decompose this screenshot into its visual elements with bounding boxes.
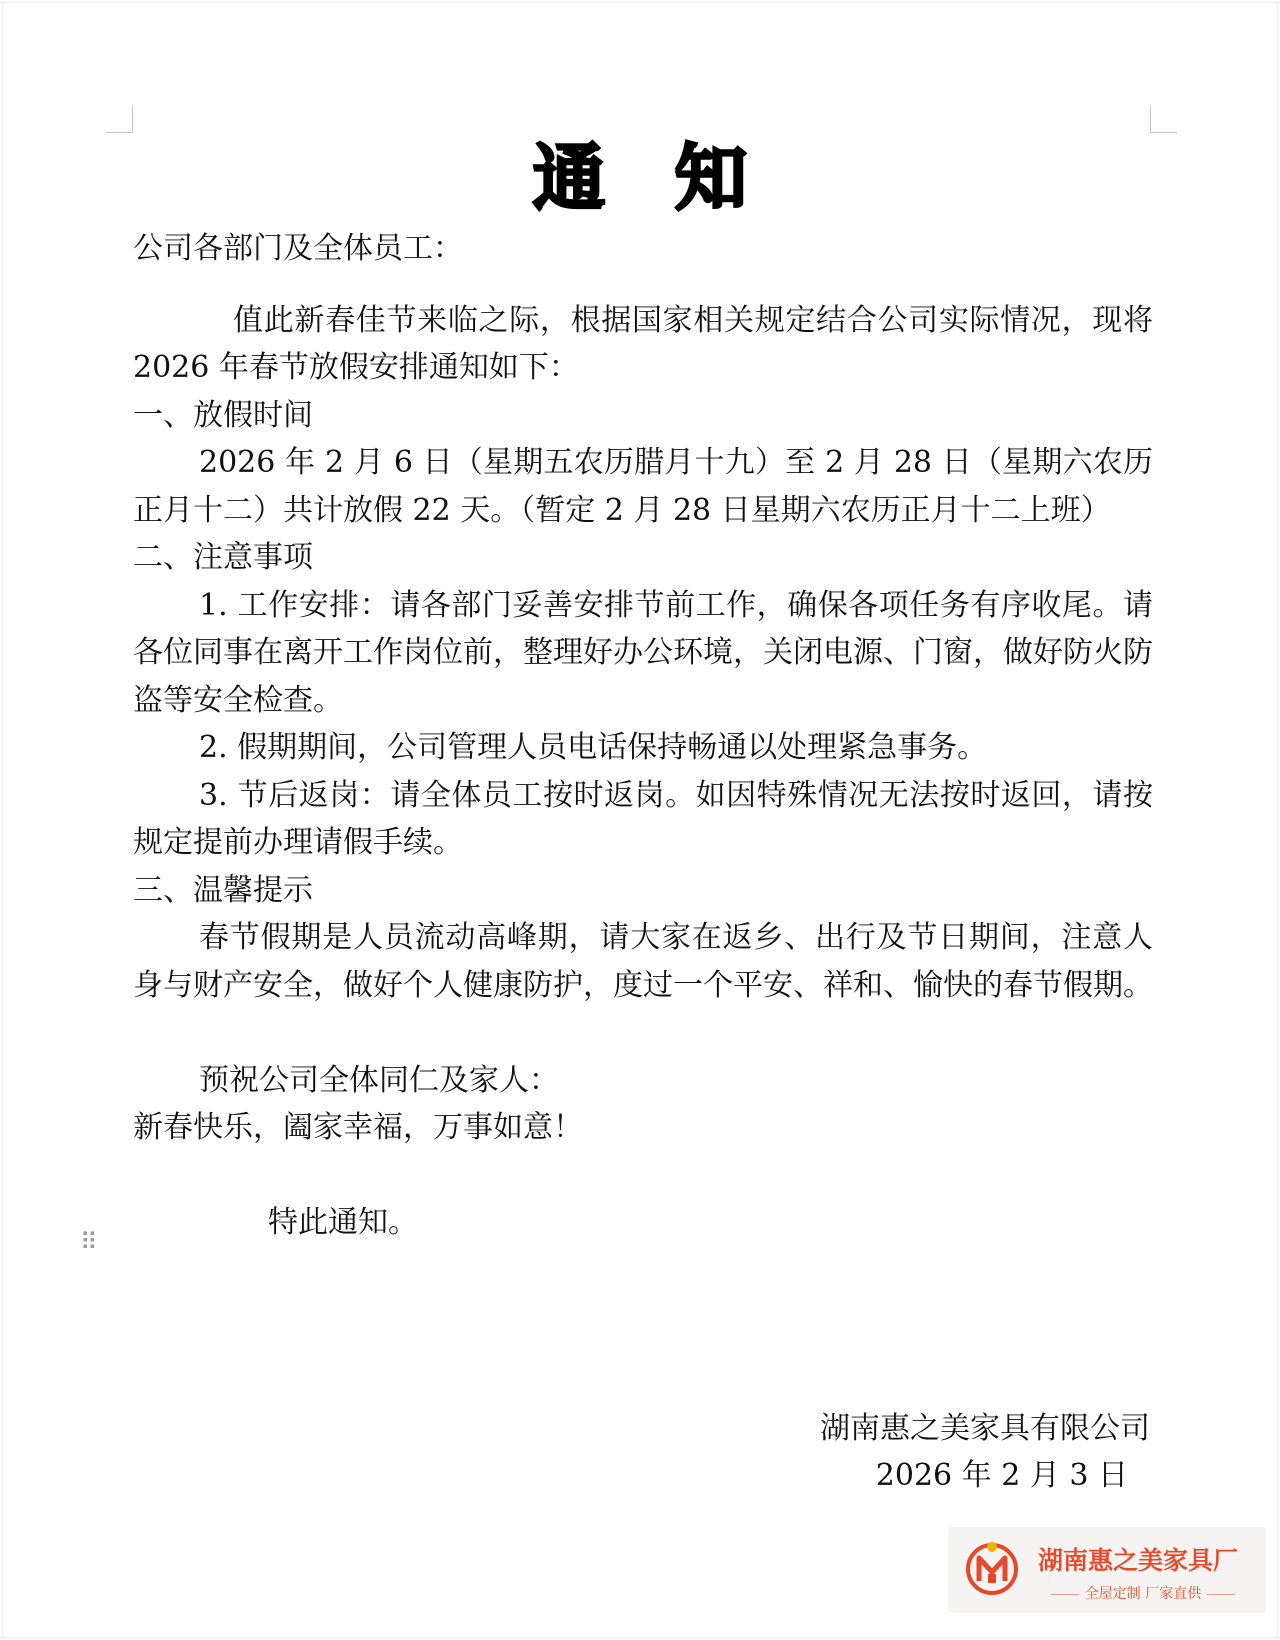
wishes-line-2[interactable]: 新春快乐，阖家幸福，万事如意！ bbox=[133, 1110, 583, 1145]
signature-company[interactable]: 湖南惠之美家具有限公司 bbox=[820, 1411, 1150, 1446]
closing-line[interactable]: 特此通知。 bbox=[268, 1205, 418, 1240]
blank-line bbox=[133, 1152, 1153, 1200]
section2-item-1[interactable]: 1. 工作安排：请各部门妥善安排节前工作，确保各项任务有序收尾。请各位同事在离开工作岗位前，整理好办公环境，关闭电源、门窗，做好防火防盗等安全检查。 bbox=[133, 587, 1153, 718]
section1-heading[interactable]: 一、放假时间 bbox=[133, 397, 313, 433]
document-body[interactable] bbox=[133, 225, 1153, 1247]
intro-paragraph[interactable]: 值此新春佳节来临之际，根据国家相关规定结合公司实际情况，现将 2026 年春节放假安排通知如下： bbox=[133, 302, 1153, 385]
section2-heading[interactable]: 二、注意事项 bbox=[133, 540, 313, 575]
watermark-tagline: 全屋定制 厂家直供 bbox=[1038, 1583, 1248, 1603]
signature-block[interactable] bbox=[820, 1405, 1150, 1499]
hm-logo-icon bbox=[964, 1541, 1020, 1597]
blank-line bbox=[133, 1009, 1153, 1057]
salutation[interactable]: 公司各部门及全体员工： bbox=[133, 231, 463, 266]
wishes-line-1[interactable]: 预祝公司全体同仁及家人： bbox=[199, 1062, 559, 1098]
section2-item-2[interactable]: 2. 假期期间，公司管理人员电话保持畅通以处理紧急事务。 bbox=[199, 730, 988, 765]
section1-text[interactable]: 2026 年 2 月 6 日（星期五农历腊月十九）至 2 月 28 日（星期六农历正月十二）共计放假 22 天。（暂定 2 月 28 日星期六农历正月十二上班） bbox=[133, 445, 1153, 528]
signature-date[interactable]: 2026 年 2 月 3 日 bbox=[875, 1458, 1128, 1493]
section3-text[interactable]: 春节假期是人员流动高峰期，请大家在返乡、出行及节日期间，注意人身与财产安全，做好个人健康防护，度过一个平安、祥和、愉快的春节假期。 bbox=[133, 920, 1153, 1003]
watermark-name: 湖南惠之美家具厂 bbox=[1038, 1546, 1239, 1575]
margin-corner-top-left bbox=[106, 106, 133, 133]
blank-line bbox=[133, 273, 1153, 297]
drag-handle-icon[interactable]: ⠿ bbox=[80, 1228, 96, 1256]
margin-corner-top-right bbox=[1150, 106, 1177, 133]
watermark-badge bbox=[948, 1527, 1266, 1613]
section3-heading[interactable]: 三、温馨提示 bbox=[133, 872, 313, 908]
document-title[interactable]: 通知 bbox=[532, 136, 817, 220]
section2-item-3[interactable]: 3. 节后返岗：请全体员工按时返岗。如因特殊情况无法按时返回，请按规定提前办理请假手续。 bbox=[133, 777, 1153, 860]
